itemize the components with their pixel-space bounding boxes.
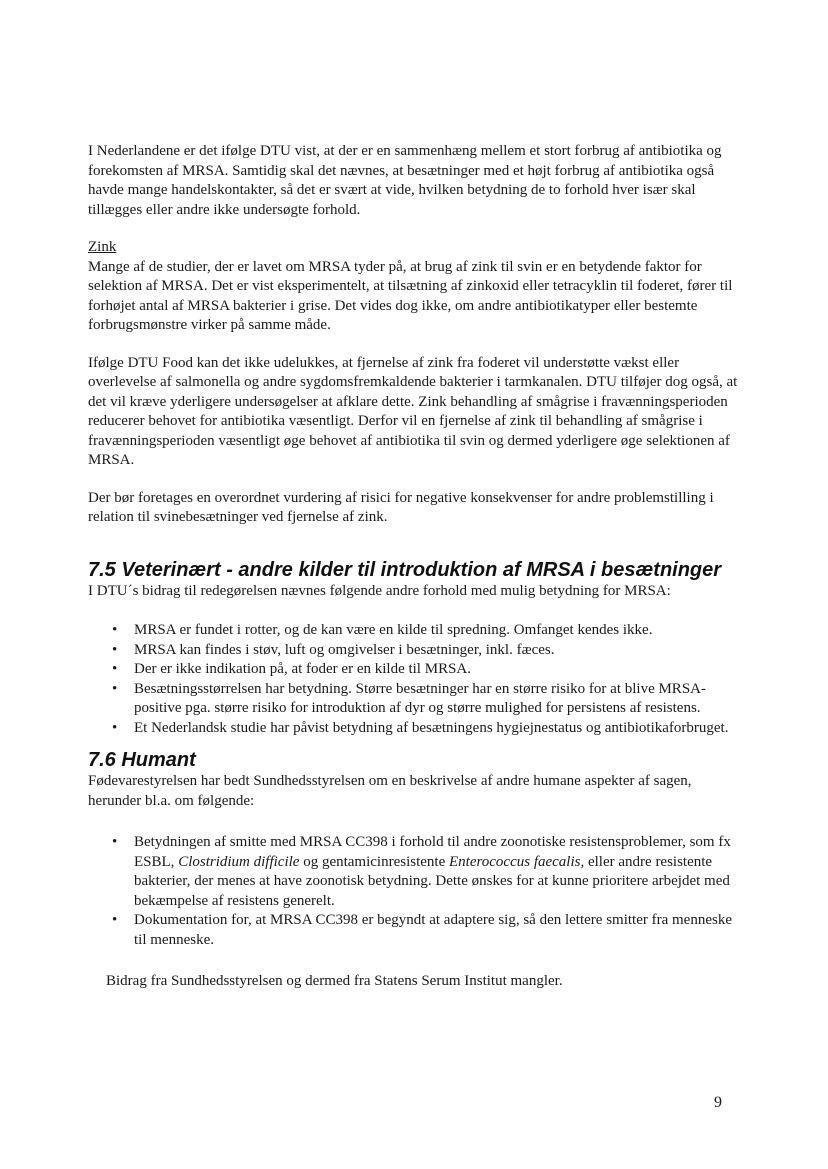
bullet-icon: • xyxy=(112,912,118,928)
species-name-italic: Enterococcus faecalis, xyxy=(449,853,585,870)
list-item-text-part: eller andre resistente bakterier, der menes at have zoonotisk betydning. Dette ønskes for at kunne prioritere arbejdet med bekæmpelse af resistens generelt. xyxy=(134,853,730,909)
list-item xyxy=(88,621,738,641)
closing-note: Bidrag fra Sundhedsstyrelsen og dermed fra Statens Serum Institut mangler. xyxy=(106,973,563,989)
section-7-5-intro: I DTU´s bidrag til redegørelsen nævnes følgende andre forhold med mulig betydning for MRSA: xyxy=(88,582,671,599)
dtu-food-paragraph: Ifølge DTU Food kan det ikke udelukkes, at fjernelse af zink fra foderet vil understøtte vækst eller overlevelse af salmonella og andre sygdomsfremkaldende bakterier i tarmkanalen. DTU tilføjer dog også, at det vil kræve yderligere undersøgelser at afklare dette. Zink behandling af smågrise i fravænningsperioden reducerer behovet for antibiotika væsentligt. Derfor vil en fjernelse af zink til behandling af smågrise i fravænningsperioden væsentligt øge behovet af antibiotika til svin og dermed yderligere øge selektionen af MRSA. xyxy=(88,354,738,468)
bullet-icon: • xyxy=(112,622,118,638)
section-7-6-heading: 7.6 Humant xyxy=(88,749,196,771)
page-number: 9 xyxy=(714,1094,722,1111)
bullet-icon: • xyxy=(112,834,118,850)
list-item-text: MRSA kan findes i støv, luft og omgivelser i besætninger, inkl. fæces. xyxy=(134,641,555,658)
zink-paragraph: Mange af de studier, der er lavet om MRSA tyder på, at brug af zink til svin er en betydende faktor for selektion af MRSA. Det er vist eksperimentelt, at tilsætning af zinkoxid eller tetracyklin til foderet, fører til forhøjet antal af MRSA bakterier i grise. Det vides dog ikke, om andre antibiotikatyper eller bestemte forbrugsmønstre virker på samme måde. xyxy=(88,258,733,333)
bullet-icon: • xyxy=(112,680,118,697)
list-item xyxy=(88,680,738,719)
zink-subheading: Zink xyxy=(88,239,117,255)
list-item-text: Et Nederlandsk studie har påvist betydning af besætningens hygiejnestatus og antibiotikaforbruget. xyxy=(134,719,729,736)
list-item-text: Der er ikke indikation på, at foder er en kilde til MRSA. xyxy=(134,661,471,677)
bullet-icon: • xyxy=(112,641,118,658)
list-item-text: MRSA er fundet i rotter, og de kan være en kilde til spredning. Omfanget kendes ikke. xyxy=(134,622,653,638)
risk-assessment-paragraph: Der bør foretages en overordnet vurdering af risici for negative konsekvenser for andre problemstilling i relation til svinebesætninger ved fjernelse af zink. xyxy=(88,489,714,525)
list-item xyxy=(88,660,738,680)
species-name-italic: Clostridium difficile xyxy=(178,853,300,870)
intro-paragraph: I Nederlandene er det ifølge DTU vist, at der er en sammenhæng mellem et stort forbrug af antibiotika og forekomsten af MRSA. Samtidig skal det nævnes, at besætninger med et højt forbrug af antibiotika også havde mange handelskontakter, så det er svært at vide, hvilken betydning de to forhold hver især skal tillægges eller andre ikke undersøgte forhold. xyxy=(88,143,722,218)
section-7-5-heading: 7.5 Veterinært - andre kilder til introduktion af MRSA i besætninger xyxy=(88,558,722,581)
list-item xyxy=(88,641,738,661)
section-7-5-bullet-list xyxy=(88,621,738,738)
list-item-text: Besætningsstørrelsen har betydning. Større besætninger har en større risiko for at blive MRSA-positive pga. større risiko for introduktion af dyr og større mulighed for persistens af resistens. xyxy=(134,680,706,716)
bullet-icon: • xyxy=(112,719,118,736)
list-item-text-part: og gentamicinresistente xyxy=(299,853,449,870)
list-item xyxy=(88,719,738,739)
section-7-6-intro: Fødevarestyrelsen har bedt Sundhedsstyrelsen om en beskrivelse af andre humane aspekter af sagen, herunder bl.a. om følgende: xyxy=(88,773,692,809)
bullet-icon: • xyxy=(112,661,118,677)
document-page xyxy=(88,142,738,992)
list-item xyxy=(88,911,738,950)
list-item-text: Dokumentation for, at MRSA CC398 er begyndt at adaptere sig, så den lettere smitter fra menneske til menneske. xyxy=(134,912,732,948)
list-item-text-part: Betydningen af smitte med MRSA CC398 i forhold til andre zoonotiske resistensproblemer, som fx ESBL, xyxy=(134,834,731,870)
section-7-6-bullet-list xyxy=(88,833,738,950)
list-item xyxy=(88,833,738,911)
